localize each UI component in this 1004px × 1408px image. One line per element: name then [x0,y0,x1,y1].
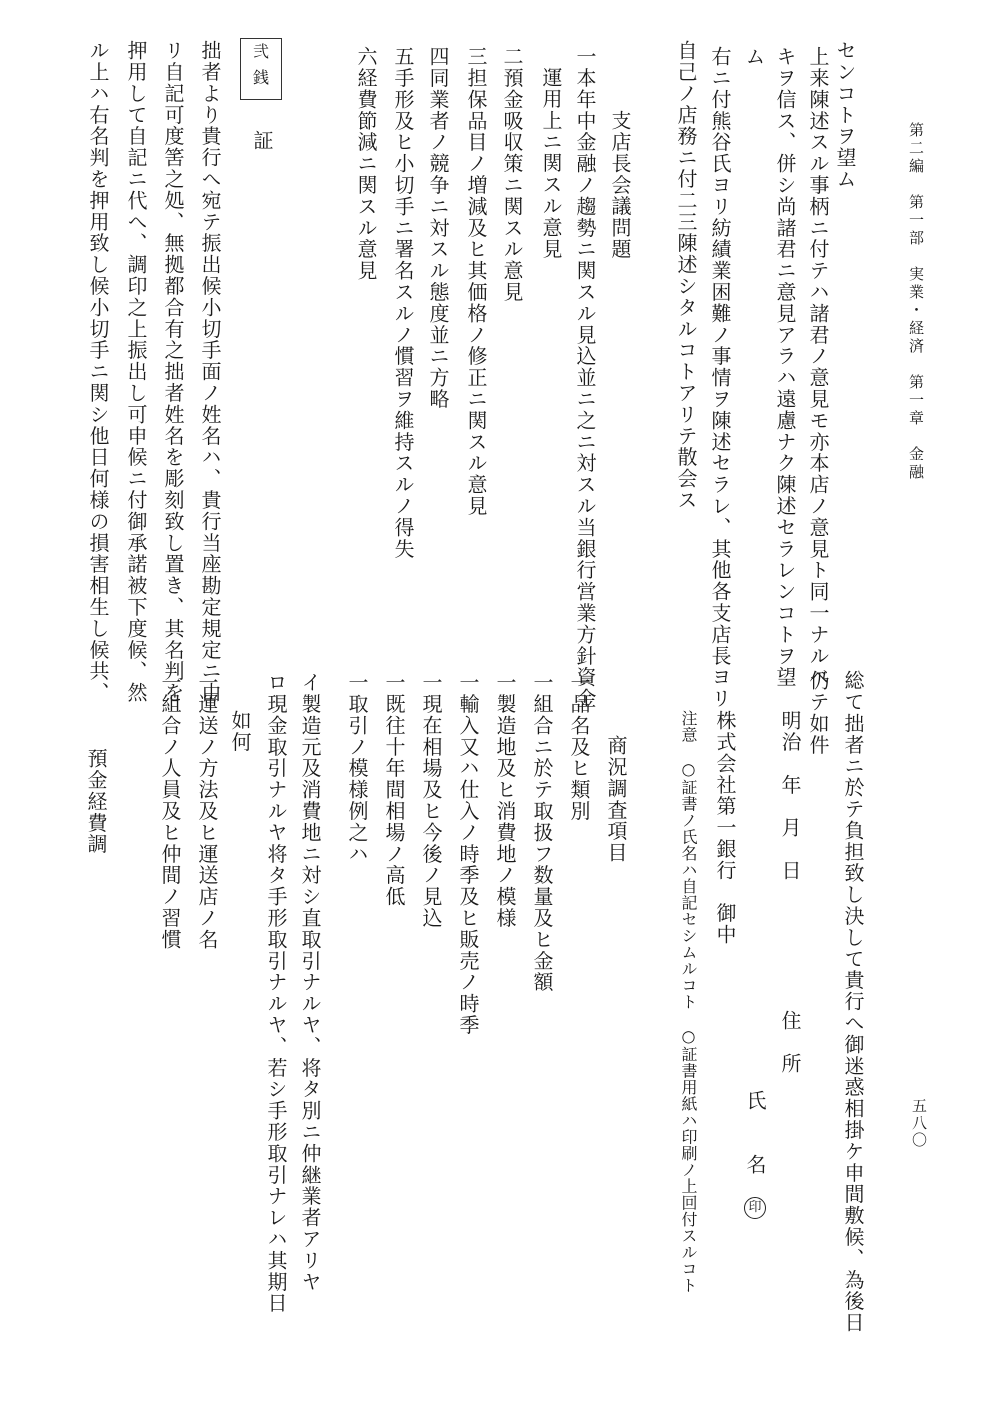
list-item: 一組合ノ人員及ヒ仲間ノ習慣 [158,672,182,951]
text-line: 総て拙者ニ於テ負担致し決して貴行へ御迷惑相掛ケ申間敷候、為後日 [841,670,865,1334]
list-item: 三担保品目ノ増減及ヒ其価格ノ修正ニ関スル意見 [464,46,488,517]
text-line: リ自記可度筈之処、無拠都合有之拙者姓名を彫刻致し置き、其名判を [161,40,185,704]
page-number: 五八〇 [910,1098,928,1149]
address-label: 住 所 [778,1010,802,1075]
text-line: ム [742,46,766,68]
list-item: 一品名及ヒ類別 [567,672,591,822]
section-title: 商況調査項目 [604,735,628,864]
list-item: 一運送ノ方法及ヒ運送店ノ名 [195,672,219,951]
text-line: 自己ノ店務ニ付二三陳述シタルコトアリテ散会ス [674,40,698,511]
list-item: 一取引ノ模様例之ハ [345,672,369,865]
text-line: 仍テ如件 [806,670,830,756]
text-line: センコトヲ望ム [833,40,857,190]
addressee: 株式会社第一銀行 御中 [713,710,737,946]
list-item: 一本年中金融ノ趨勢ニ関スル見込並ニ之ニ対スル当銀行営業方針資金 [573,46,597,710]
date-line: 明治 年 月 日 [778,710,802,882]
seal-mark [744,1196,766,1219]
text-line: 押用して自記ニ代へ、調印之上振出し可申候ニ付御承諾被下度候、然 [124,40,148,704]
name-label-1: 氏 [743,1090,767,1112]
text-line: 上来陳述スル事柄ニ付テハ諸君ノ意見モ亦本店ノ意見ト同一ナルベ [806,46,830,688]
list-item: 六経費節減ニ関スル意見 [354,46,378,282]
note-line: 注意 ○証書ノ氏名ハ自記セシムルコト ○証書用紙ハ印刷ノ上回付スルコト [679,710,698,1294]
running-title: 第二編 第一部 実業・経済 第一章 金融 [907,122,925,482]
text-line: 右ニ付熊谷氏ヨリ紡績業困難ノ事情ヲ陳述セラレ、其他各支店長ヨリ [708,46,732,710]
list-item: 運用上ニ関スル意見 [539,67,563,260]
revenue-stamp [240,38,282,100]
stamp-char: 銭 [252,68,269,87]
sub-item: ロ現金取引ナルヤ将タ手形取引ナルヤ、若シ手形取引ナレハ其期日 [264,672,288,1314]
list-item: 一既往十年間相場ノ高低 [382,672,406,908]
sub-item: イ製造元及消費地ニ対シ直取引ナルヤ、将タ別ニ仲継業者アリヤ [298,672,322,1293]
list-item: 一輸入又ハ仕入ノ時季及ヒ販売ノ時季 [456,672,480,1036]
text-line: 拙者より貴行へ宛テ振出候小切手面ノ姓名ハ、貴行当座勘定規定ニ由 [198,40,222,704]
stamp-char: 弐 [252,42,269,61]
list-item: 四同業者ノ競争ニ対スル態度並ニ方略 [426,46,450,410]
list-item: 一組合ニ於テ取扱フ数量及ヒ金額 [530,672,554,993]
seal-glyph: 印 [744,1197,766,1219]
document-heading: 証 [250,130,274,152]
list-item: 二預金吸収策ニ関スル意見 [500,46,524,303]
text-line: ル上ハ右名判を押用致し候小切手ニ関シ他日何様の損害相生し候共、 [86,40,110,704]
sub-item-cont: 如何 [228,710,252,753]
list-item: 一製造地及ヒ消費地ノ模様 [493,672,517,929]
list-item: 一現在相場及ヒ今後ノ見込 [419,672,443,929]
section-title: 支店長会議問題 [608,110,632,260]
name-label-2: 名 [743,1154,767,1176]
text-line: キヲ信ス、併シ尚諸君ニ意見アラハ遠慮ナク陳述セラレンコトヲ望 [773,46,797,688]
section-title: 預金経費調 [84,748,108,855]
list-item: 五手形及ヒ小切手ニ署名スルノ慣習ヲ維持スルノ得失 [391,46,415,560]
